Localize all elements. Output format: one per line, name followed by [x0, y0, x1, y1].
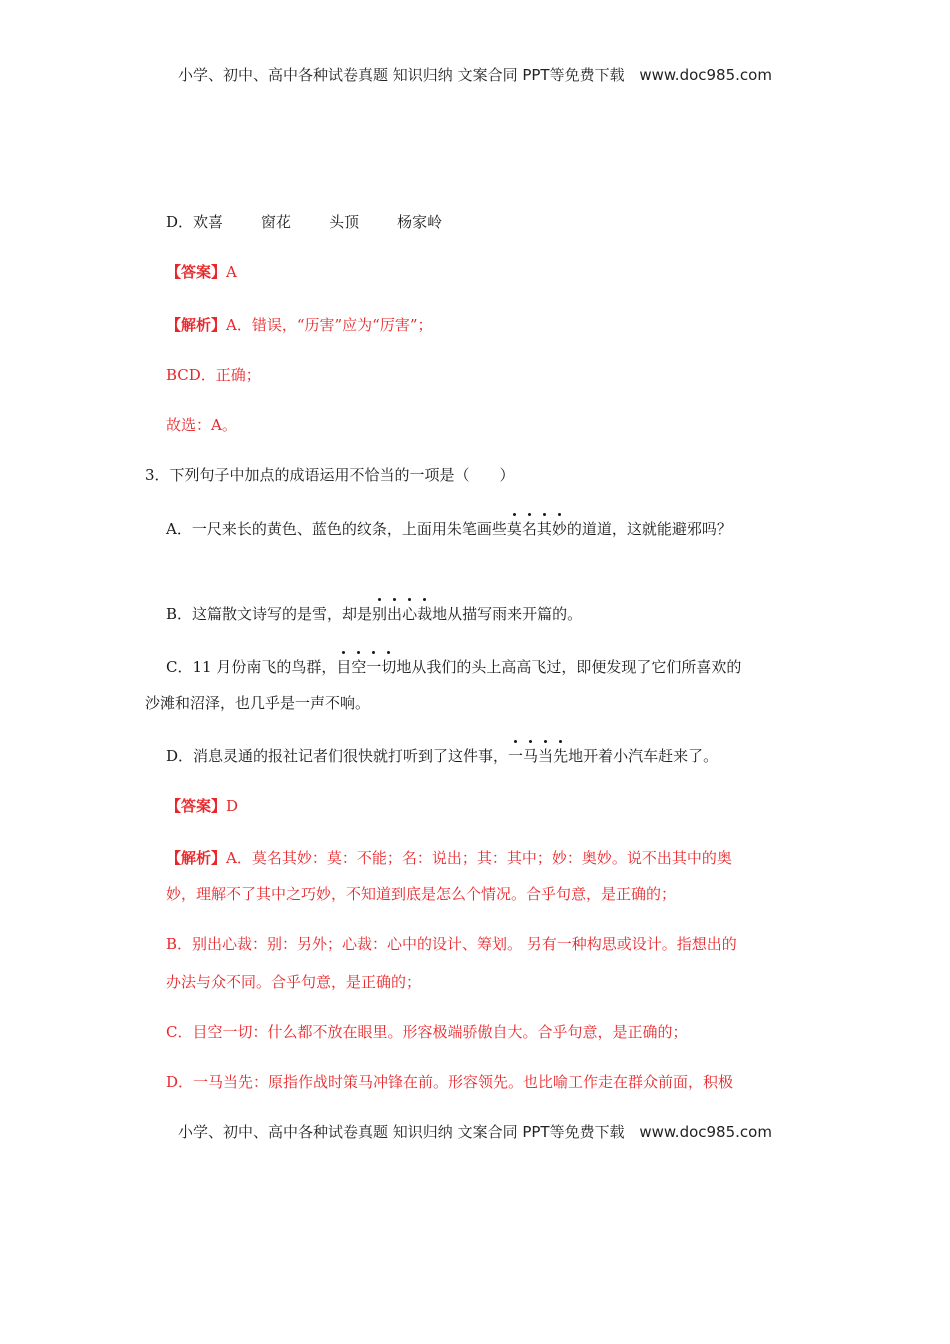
q3-option-c-line-2: 沙滩和沼泽，也几乎是一声不响。: [145, 694, 371, 712]
option-b-after: 地从描写雨来开篇的。: [432, 605, 583, 623]
dotted-idiom-a: [507, 520, 567, 538]
dotted-char: 一: [508, 747, 524, 765]
q3-analysis-b-line-2: 办法与众不同。合乎句意，是正确的；: [166, 973, 422, 991]
dotted-char: 其: [536, 520, 552, 538]
header-banner: [0, 64, 950, 85]
dotted-char: 心: [402, 605, 418, 623]
dotted-char: 莫: [506, 520, 522, 538]
dotted-char: 切: [381, 658, 397, 676]
dotted-char: 一: [366, 658, 382, 676]
dotted-char: 马: [523, 747, 539, 765]
word-1: 欢喜: [193, 213, 224, 231]
footer-banner: [0, 1121, 950, 1142]
option-c-before: C．11 月份南飞的鸟群，: [166, 658, 337, 676]
q2-option-d: [166, 212, 442, 232]
q3-analysis-a-line-1: [166, 848, 732, 868]
q3-analysis-d-line-1: D．一马当先：原指作战时策马冲锋在前。形容领先。也比喻工作走在群众前面，积极: [166, 1073, 734, 1091]
answer-tag: 【答案】: [166, 263, 227, 281]
analysis-tag: 【解析】: [166, 849, 227, 867]
option-b-before: B．这篇散文诗写的是雪，却是: [166, 605, 373, 623]
q3-analysis-b-line-1: B．别出心裁：别：另外；心裁：心中的设计、筹划。 另有一种构思或设计。指想出的: [166, 935, 737, 953]
dotted-char: 空: [351, 658, 367, 676]
q2-analysis-line-3: 故选：A。: [166, 416, 237, 434]
option-c-after: 地从我们的头上高高飞过，即便发现了它们所喜欢的: [396, 658, 742, 676]
q3-analysis-a-line-2: 妙，理解不了其中之巧妙，不知道到底是怎么个情况。合乎句意，是正确的；: [166, 885, 677, 903]
q3-option-c: [166, 657, 741, 677]
dotted-char: 出: [387, 605, 403, 623]
option-label: D．: [166, 213, 194, 231]
q3-answer: [166, 796, 238, 816]
dotted-idiom-c: [336, 658, 396, 676]
q3-analysis-c-line-1: C．目空一切：什么都不放在眼里。形容极端骄傲自大。合乎句意，是正确的；: [166, 1023, 688, 1041]
dotted-char: 妙: [551, 520, 567, 538]
dotted-char: 先: [553, 747, 569, 765]
q2-analysis-line-2: BCD．正确；: [166, 366, 261, 384]
q3-option-d: [166, 746, 718, 766]
option-d-after: 地开着小汽车赶来了。: [568, 747, 719, 765]
answer-value: D: [226, 797, 239, 815]
dotted-char: 名: [521, 520, 537, 538]
word-3: 头顶: [329, 213, 360, 231]
dotted-idiom-d: [508, 747, 568, 765]
dotted-idiom-b: [372, 605, 432, 623]
word-4: 杨家岭: [397, 213, 443, 231]
option-a-after: 的道道，这就能避邪吗？: [566, 520, 732, 538]
banner-url[interactable]: www.doc985.com: [639, 66, 772, 84]
dotted-char: 当: [538, 747, 554, 765]
q2-answer: [166, 262, 237, 282]
dotted-char: 别: [372, 605, 388, 623]
option-a-before: A．一尺来长的黄色、蓝色的纹条，上面用朱笔画些: [166, 520, 507, 538]
banner-url[interactable]: www.doc985.com: [639, 1123, 772, 1141]
dotted-char: 目: [336, 658, 352, 676]
q2-analysis-line-1: [166, 315, 433, 335]
answer-tag: 【答案】: [166, 797, 227, 815]
q3-option-b: [166, 604, 582, 624]
analysis-tag: 【解析】: [166, 316, 227, 334]
q3-stem: 3．下列句子中加点的成语运用不恰当的一项是（ ）: [145, 466, 515, 484]
analysis-text: A．错误，“历害”应为“厉害”；: [226, 316, 433, 334]
answer-value: A: [226, 263, 237, 281]
option-d-before: D．消息灵通的报社记者们很快就打听到了这件事，: [166, 747, 509, 765]
dotted-char: 裁: [417, 605, 433, 623]
word-2: 窗花: [261, 213, 292, 231]
analysis-text: A．莫名其妙：莫：不能；名：说出；其：其中；妙：奥妙。说不出其中的奥: [226, 849, 732, 867]
banner-text: 小学、初中、高中各种试卷真题 知识归纳 文案合同 PPT等免费下载: [178, 1123, 625, 1141]
banner-text: 小学、初中、高中各种试卷真题 知识归纳 文案合同 PPT等免费下载: [178, 66, 625, 84]
q3-option-a: [166, 519, 732, 539]
